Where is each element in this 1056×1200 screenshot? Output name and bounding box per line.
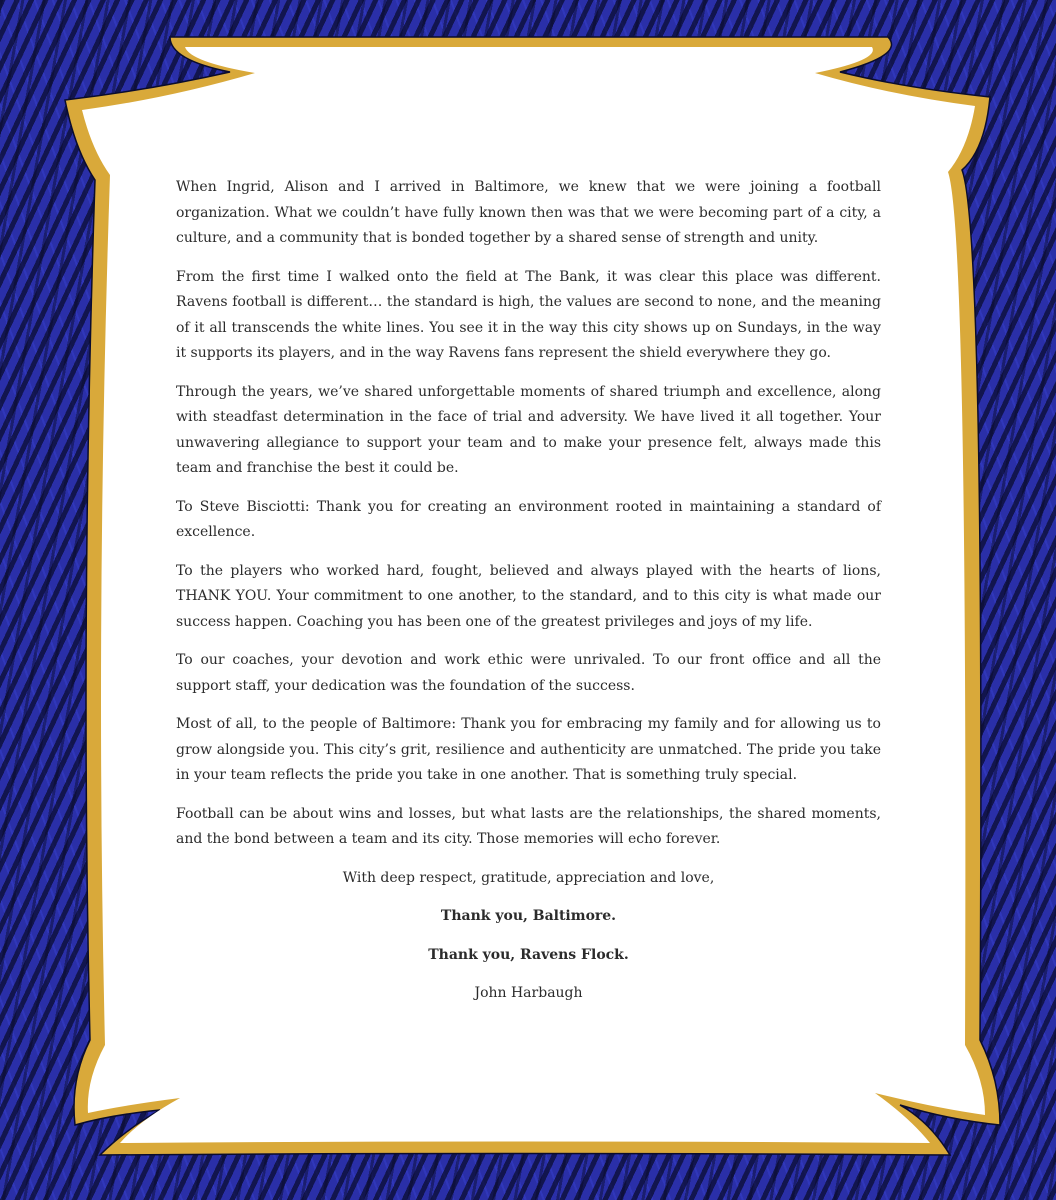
thanks-baltimore: Thank you, Baltimore. [440,908,617,924]
signature: John Harbaugh [474,985,583,1001]
letter-paragraph-6: To our coaches, your devotion and work ethic were unrivaled. To our front office and all the support staff, your dedication was the foundation of the success. [176,652,881,694]
letter-paragraph-5: To the players who worked hard, fought, believed and always played with the hearts of lions, THANK YOU. Your commitment to one another, to the standard, and to this city is what made our success happen. Coaching you has been one of the greatest privileges and joys of my life. [176,562,881,630]
letter-paragraph-2: From the first time I walked onto the field at The Bank, it was clear this place was different. Ravens football is different… the standard is high, the values are second to none, and the meaning of it all transcends the white lines. You see it in the way this city shows up on Sundays, in the way it supports its players, and in the way Ravens fans represent the shield everywhere they go. [176,268,881,361]
letter-paragraph-8: Football can be about wins and losses, but what lasts are the relationships, the shared moments, and the bond between a team and its city. Those memories will echo forever. [176,805,881,847]
letter-paragraph-4: To Steve Bisciotti: Thank you for creating an environment rooted in maintaining a standard of excellence. [176,498,881,540]
thanks-ravens-flock: Thank you, Ravens Flock. [428,946,629,963]
letter-closing: With deep respect, gratitude, appreciation and love, [342,869,715,886]
letter-body [176,175,881,1020]
letter-paragraph-3: Through the years, we’ve shared unforgettable moments of shared triumph and excellence, along with steadfast determination in the face of trial and adversity. We have lived it all together. Your unwavering allegiance to support your team and to make your presence felt, always made this team and franchise the best it could be. [176,383,881,476]
letter-paragraph-1: When Ingrid, Alison and I arrived in Baltimore, we knew that we were joining a football organization. What we couldn’t have fully known then was that we were becoming part of a city, a culture, and a community that is bonded together by a shared sense of strength and unity. [176,179,881,246]
letter-paragraph-7: Most of all, to the people of Baltimore: Thank you for embracing my family and for allowing us to grow alongside you. This city’s grit, resilience and authenticity are unmatched. The pride you take in your team reflects the pride you take in one another. That is something truly special. [176,716,881,783]
